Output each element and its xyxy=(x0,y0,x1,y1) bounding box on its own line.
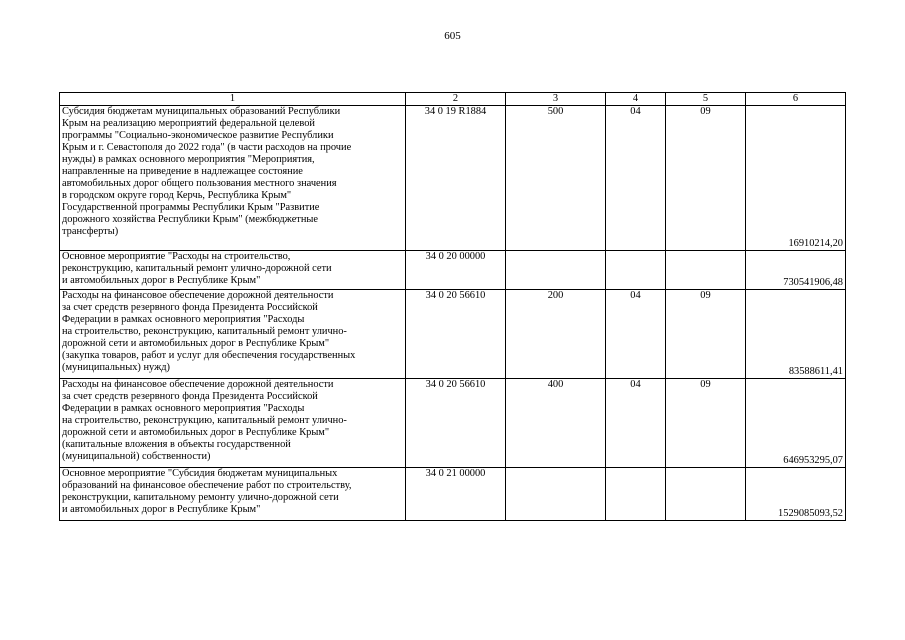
column-header: 3 xyxy=(506,93,606,106)
row-expense-type: 200 xyxy=(506,290,606,379)
row-amount: 83588611,41 xyxy=(746,290,846,379)
table-row xyxy=(60,468,846,521)
row-section xyxy=(606,468,666,521)
row-amount: 16910214,20 xyxy=(746,106,846,251)
row-amount: 730541906,48 xyxy=(746,251,846,290)
row-description: Субсидия бюджетам муниципальных образований Республики Крым на реализацию мероприятий федеральной целевой программы "Социально-экономическое развитие Республики Крым и г. Севастополя до 2022 года" (в части расходов на прочие нужды) в рамках основного мероприятия "Мероприятия, направленные на приведение в надлежащее состояние автомобильных дорог общего пользования местного значения в городском округе город Керчь, Республика Крым" Государственной программы Республики Крым "Развитие дорожного хозяйства Республики Крым" (межбюджетные трансферты) xyxy=(60,106,406,251)
row-expense-type: 400 xyxy=(506,379,606,468)
row-section: 04 xyxy=(606,106,666,251)
table-row xyxy=(60,290,846,379)
table-header-row xyxy=(60,93,846,106)
row-description: Расходы на финансовое обеспечение дорожной деятельности за счет средств резервного фонда Президента Российской Федерации в рамках основного мероприятия "Расходы на строительство, реконструкцию, капитальный ремонт улично- дорожной сети и автомобильных дорог в Республике Крым" (капитальные вложения в объекты государственной (муниципальной) собственности) xyxy=(60,379,406,468)
row-amount: 646953295,07 xyxy=(746,379,846,468)
row-description: Основное мероприятие "Субсидия бюджетам муниципальных образований на финансовое обеспечение работ по строительству, реконструкции, капитальному ремонту улично-дорожной сети и автомобильных дорог в Республике Крым" xyxy=(60,468,406,521)
row-section xyxy=(606,251,666,290)
row-section: 04 xyxy=(606,290,666,379)
row-subsection xyxy=(666,251,746,290)
table-row xyxy=(60,251,846,290)
row-subsection: 09 xyxy=(666,379,746,468)
row-subsection: 09 xyxy=(666,106,746,251)
row-expense-type: 500 xyxy=(506,106,606,251)
table-row xyxy=(60,379,846,468)
row-amount: 1529085093,52 xyxy=(746,468,846,521)
row-subsection: 09 xyxy=(666,290,746,379)
budget-table xyxy=(59,92,846,521)
row-target-code: 34 0 20 00000 xyxy=(406,251,506,290)
column-header: 5 xyxy=(666,93,746,106)
row-description: Основное мероприятие "Расходы на строительство, реконструкцию, капитальный ремонт улично-дорожной сети и автомобильных дорог в Республике Крым" xyxy=(60,251,406,290)
row-section: 04 xyxy=(606,379,666,468)
row-expense-type xyxy=(506,251,606,290)
column-header: 6 xyxy=(746,93,846,106)
row-target-code: 34 0 20 56610 xyxy=(406,379,506,468)
row-description: Расходы на финансовое обеспечение дорожной деятельности за счет средств резервного фонда Президента Российской Федерации в рамках основного мероприятия "Расходы на строительство, реконструкцию, капитальный ремонт улично- дорожной сети и автомобильных дорог в Республике Крым" (закупка товаров, работ и услуг для обеспечения государственных (муниципальных) нужд) xyxy=(60,290,406,379)
row-target-code: 34 0 21 00000 xyxy=(406,468,506,521)
row-expense-type xyxy=(506,468,606,521)
page-number: 605 xyxy=(444,30,461,42)
column-header: 4 xyxy=(606,93,666,106)
column-header: 1 xyxy=(60,93,406,106)
table-row xyxy=(60,106,846,251)
row-subsection xyxy=(666,468,746,521)
row-target-code: 34 0 20 56610 xyxy=(406,290,506,379)
row-target-code: 34 0 19 R1884 xyxy=(406,106,506,251)
column-header: 2 xyxy=(406,93,506,106)
